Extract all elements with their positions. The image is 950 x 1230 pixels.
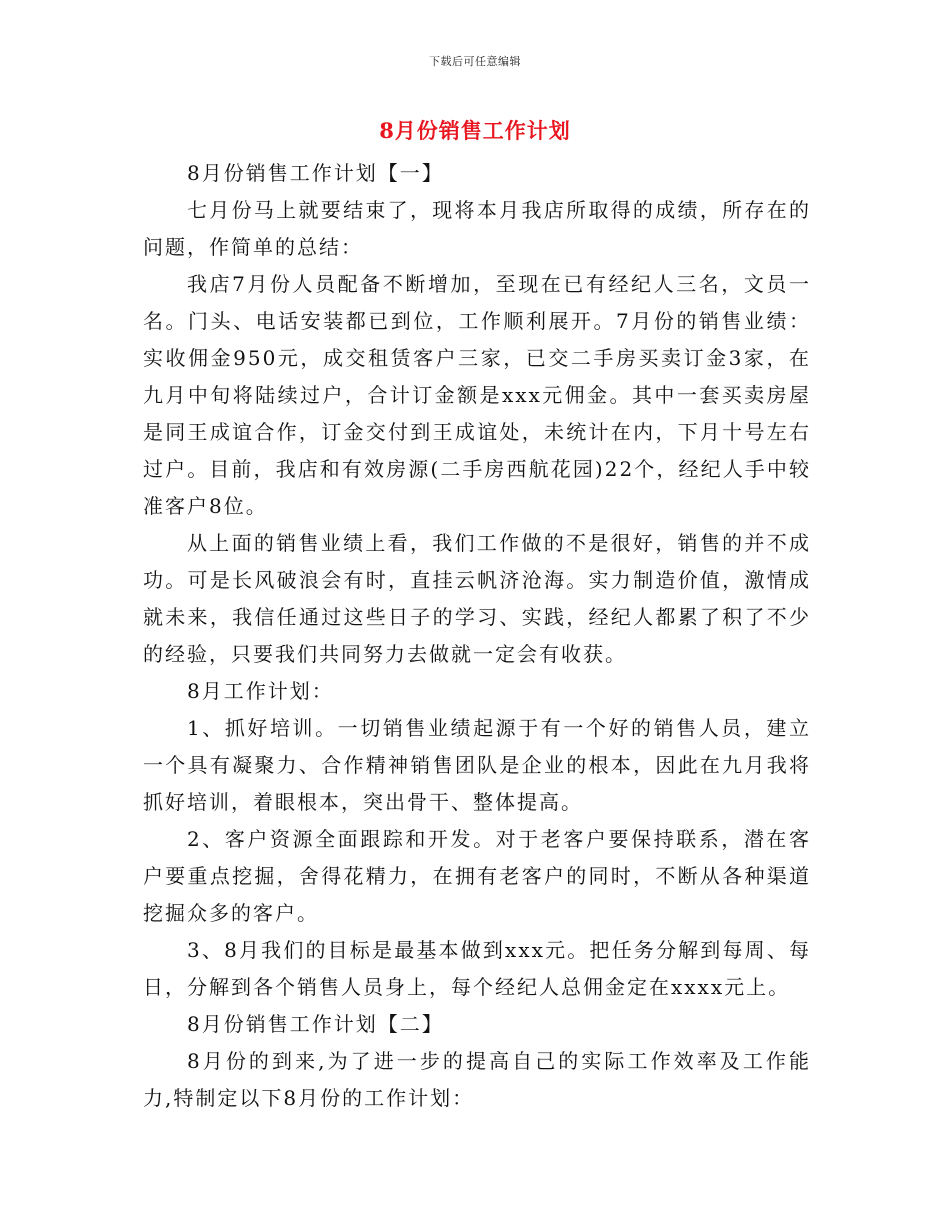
header-note: 下载后可任意编辑 — [429, 55, 521, 68]
section-heading-one: 8月份销售工作计划【一】 — [187, 161, 444, 185]
paragraph-august-intro: 8月份的到来,为了进一步的提高自己的实际工作效率及工作能力,特制定以下8月份的工作计划： — [143, 1049, 811, 1110]
plan-heading: 8月工作计划： — [187, 679, 334, 703]
document-title: 8月份销售工作计划 — [379, 118, 571, 143]
section-heading-two: 8月份销售工作计划【二】 — [187, 1012, 444, 1036]
paragraph-july-summary: 我店7月份人员配备不断增加，至现在已有经纪人三名，文员一名。门头、电话安装都已到位，工作顺利展开。7月份的销售业绩：实收佣金950元，成交租赁客户三家，已交二手房买卖订金3家，在九月中旬将陆续过户，合计订金额是xxx元佣金。其中一套买卖房屋是同王成谊合作，订金交付到王成谊处，未统计在内，下月十号左右过户。目前，我店和有效房源(二手房西航花园)22个，经纪人手中较准客户8位。 — [143, 272, 811, 518]
paragraph-reflection: 从上面的销售业绩上看，我们工作做的不是很好，销售的并不成功。可是长风破浪会有时，直挂云帆济沧海。实力制造价值，激情成就未来，我信任通过这些日子的学习、实践，经纪人都累了积了不少的经验，只要我们共同努力去做就一定会有收获。 — [143, 531, 811, 666]
plan-item-2: 2、客户资源全面跟踪和开发。对于老客户要保持联系，潜在客户要重点挖掘，舍得花精力，在拥有老客户的同时，不断从各种渠道挖掘众多的客户。 — [143, 827, 811, 925]
plan-item-1: 1、抓好培训。一切销售业绩起源于有一个好的销售人员，建立一个具有凝聚力、合作精神销售团队是企业的根本，因此在九月我将抓好培训，着眼根本，突出骨干、整体提高。 — [143, 716, 811, 814]
plan-item-3: 3、8月我们的目标是最基本做到xxx元。把任务分解到每周、每日，分解到各个销售人员身上，每个经纪人总佣金定在xxxx元上。 — [143, 938, 811, 999]
paragraph-intro: 七月份马上就要结束了，现将本月我店所取得的成绩，所存在的问题，作简单的总结： — [143, 198, 811, 259]
document-body — [143, 155, 811, 1117]
